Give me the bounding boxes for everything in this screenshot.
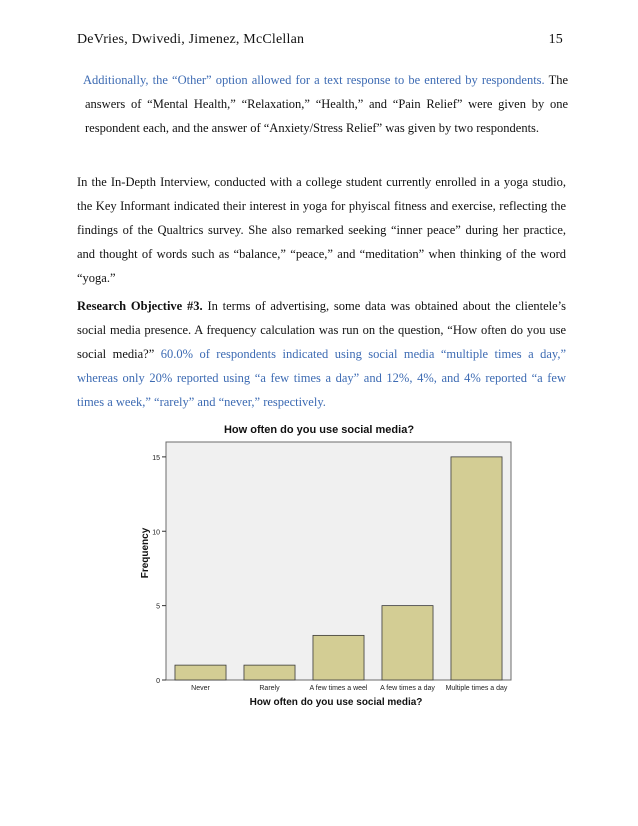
bar — [313, 635, 364, 680]
bar — [244, 665, 295, 680]
y-tick-label: 5 — [156, 603, 160, 611]
bar-chart — [136, 416, 514, 716]
y-tick-label: 10 — [152, 529, 160, 537]
running-head: DeVries, Dwivedi, Jimenez, McClellan — [77, 32, 305, 47]
x-tick-label: A few times a weel — [309, 685, 368, 692]
x-tick-label: Rarely — [259, 685, 280, 692]
page-header — [77, 32, 563, 54]
paragraph-in-depth-interview — [77, 170, 566, 290]
x-tick-label: Never — [191, 685, 210, 692]
body-text: The answers of “Mental Health,” “Relaxation,” “Health,” and “Pain Relief” were given by one respondent each, and the answer of “Anxiety/Stress Relief” was given by two respondents. — [85, 73, 568, 135]
y-tick-label: 15 — [152, 454, 160, 462]
highlighted-text: 60.0% of respondents indicated using social media “multiple times a day,” whereas only 20% reported using “a few times a day” and 12%, 4%, and 4% reported “a few times a week,” “rarely” and “never,” respectively. — [77, 347, 566, 409]
page-number: 15 — [548, 32, 563, 47]
bar — [175, 665, 226, 680]
paragraph-research-objective-3 — [77, 294, 566, 414]
x-tick-label: A few times a day — [380, 685, 435, 692]
bar — [451, 457, 502, 680]
body-text: In the In-Depth Interview, conducted with a college student currently enrolled in a yoga studio, the Key Informant indicated their interest in yoga for phyiscal fitness and exercise, reflecting the findings of the Qualtrics survey. She also remarked seeking “inner peace” during her practice, and thought of words such as “balance,” “peace,” and “meditation” when thinking of the word “yoga.” — [77, 175, 566, 285]
body-text: In terms of advertising, some data was obtained about the clientele’s social media presence. A frequency calculation was run on the question, “How often do you use social media?” — [77, 299, 566, 361]
highlighted-text: Additionally, the “Other” option allowed for a text response to be entered by respondents. — [83, 73, 545, 87]
y-tick-label: 0 — [156, 678, 160, 685]
bar-chart-svg — [136, 416, 514, 716]
bar — [382, 606, 433, 680]
x-axis-label: How often do you use social media? — [249, 697, 423, 708]
x-tick-label: Multiple times a day — [445, 685, 508, 692]
y-axis-label: Frequency — [140, 527, 151, 579]
section-heading: Research Objective #3. — [77, 299, 203, 313]
paragraph-other-responses — [85, 68, 568, 140]
chart-title: How often do you use social media? — [223, 424, 415, 436]
